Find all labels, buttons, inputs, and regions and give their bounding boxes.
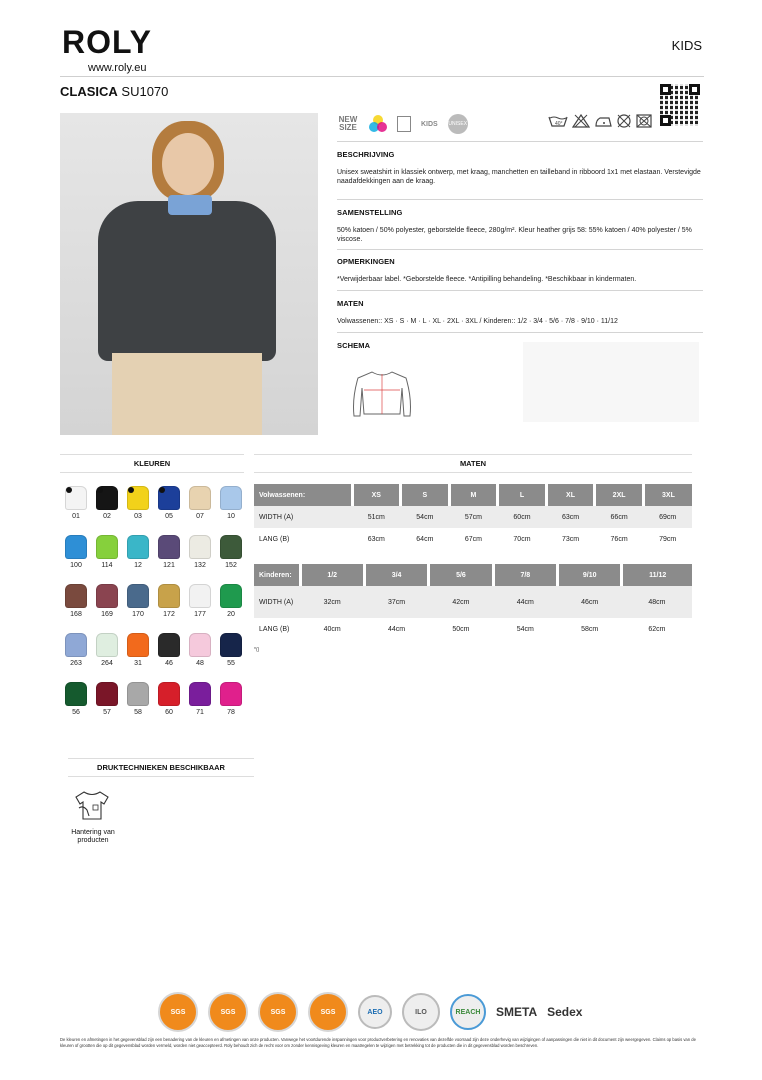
table-cell: 54cm xyxy=(516,625,534,633)
certification-logos xyxy=(158,992,582,1032)
color-swatch[interactable] xyxy=(93,486,121,524)
swatch-sweatshirt-icon xyxy=(127,633,149,657)
table-cell: WIDTH (A) xyxy=(254,506,352,528)
swatch-sweatshirt-icon xyxy=(189,584,211,608)
table-header-cell: M xyxy=(449,484,498,506)
table-header-cell: Volwassenen: xyxy=(254,484,352,506)
smeta-logo: SMETA xyxy=(496,1005,538,1019)
table-cell: 64cm xyxy=(416,535,434,543)
color-swatch[interactable] xyxy=(93,682,121,720)
sgs-cert-icon: SGS xyxy=(308,992,348,1032)
table-header-cell: XS xyxy=(352,484,401,506)
swatch-code: 55 xyxy=(227,660,235,667)
swatch-code: 114 xyxy=(101,562,113,569)
swatch-code: 263 xyxy=(70,660,82,667)
color-swatch[interactable] xyxy=(62,535,90,573)
table-cell: 60cm xyxy=(498,506,547,528)
color-swatch[interactable] xyxy=(62,486,90,524)
swatch-code: 121 xyxy=(163,562,175,569)
color-swatch[interactable] xyxy=(217,486,245,524)
swatch-code: 46 xyxy=(165,660,173,667)
swatch-code: 56 xyxy=(72,709,80,716)
section-text: Volwassenen:: XS · S · M · L · XL · 2XL · 3XL / Kinderen:: 1/2 · 3/4 · 5/6 · 7/8 · 9/10 · 11/12 xyxy=(337,318,618,325)
swatch-sweatshirt-icon xyxy=(189,682,211,706)
section-text: 50% katoen / 50% polyester, geborstelde fleece, 280g/m². Kleur heather grijs 58: 55% katoen / 40% polyester / 5% viscose. xyxy=(337,227,692,243)
swatch-code: 07 xyxy=(196,513,204,520)
swatch-sweatshirt-icon xyxy=(65,633,87,657)
color-swatches xyxy=(62,486,252,726)
header-divider xyxy=(60,76,704,77)
no-dry-clean-icon xyxy=(616,114,632,128)
sweatshirt-schema-icon xyxy=(350,368,414,420)
sizes-title: MATEN xyxy=(254,454,692,473)
color-swatch[interactable] xyxy=(155,535,183,573)
swatch-code: 12 xyxy=(134,562,142,569)
product-name: CLASICA xyxy=(60,84,118,99)
category-label: KIDS xyxy=(671,38,702,53)
table-row xyxy=(254,618,692,640)
table-header-row xyxy=(254,484,692,506)
table-header-cell: 5/6 xyxy=(429,564,493,586)
swatch-sweatshirt-icon xyxy=(220,486,242,510)
iron-low-icon xyxy=(594,114,612,128)
color-swatch[interactable] xyxy=(217,584,245,622)
swatch-code: 132 xyxy=(194,562,206,569)
section-title: SAMENSTELLING xyxy=(337,208,403,217)
table-header-row xyxy=(254,564,692,586)
swatch-code: 169 xyxy=(101,611,113,618)
table-cell: 73cm xyxy=(561,535,580,543)
stock-dot-icon xyxy=(66,487,72,493)
sgs-cert-icon: SGS xyxy=(258,992,298,1032)
section-text: Unisex sweatshirt in klassiek ontwerp, met kraag, manchetten en tailleband in ribboord 1x1 met elastaan. Verstevigde naadafdekkingen aan de kraag. xyxy=(337,169,701,185)
swatch-code: 20 xyxy=(227,611,235,618)
section-title: MATEN xyxy=(337,299,364,308)
swatch-sweatshirt-icon xyxy=(220,633,242,657)
divider xyxy=(337,141,703,142)
color-swatch[interactable] xyxy=(186,535,214,573)
swatch-code: 152 xyxy=(225,562,237,569)
swatch-sweatshirt-icon xyxy=(65,584,87,608)
swatch-code: 48 xyxy=(196,660,204,667)
no-tumble-dry-icon xyxy=(636,114,652,128)
new-size-badge: NEW SIZE xyxy=(338,115,358,132)
section-title: OPMERKINGEN xyxy=(337,257,395,266)
swatch-code: 10 xyxy=(227,513,235,520)
table-header-cell: XL xyxy=(546,484,595,506)
swatch-code: 58 xyxy=(134,709,142,716)
color-swatch[interactable] xyxy=(155,486,183,524)
swatch-sweatshirt-icon xyxy=(158,535,180,559)
stock-dot-icon xyxy=(159,487,165,493)
schema-area xyxy=(523,342,699,422)
table-cell: 44cm xyxy=(493,586,557,618)
svg-text:40°: 40° xyxy=(555,121,563,127)
color-swatch[interactable] xyxy=(93,584,121,622)
swatch-sweatshirt-icon xyxy=(96,584,118,608)
section-maten xyxy=(337,299,703,326)
table-header-cell: 9/10 xyxy=(558,564,622,586)
table-header-cell: 7/8 xyxy=(493,564,557,586)
techniques-title: DRUKTECHNIEKEN BESCHIKBAAR xyxy=(68,758,254,777)
swatch-sweatshirt-icon xyxy=(189,633,211,657)
swatch-code: 168 xyxy=(70,611,82,618)
table-cell: 37cm xyxy=(364,586,428,618)
swatch-code: 100 xyxy=(70,562,82,569)
section-samenstelling xyxy=(337,208,703,244)
section-title: BESCHRIJVING xyxy=(337,150,395,159)
care-icons xyxy=(548,114,652,128)
swatch-sweatshirt-icon xyxy=(96,682,118,706)
color-swatch[interactable] xyxy=(93,633,121,671)
table-cell: 51cm xyxy=(352,506,401,528)
ilo-cert-icon: ILO xyxy=(402,993,440,1031)
table-header-cell: S xyxy=(401,484,450,506)
table-cell: 62cm xyxy=(648,625,666,633)
table-header-cell: 3XL xyxy=(643,484,692,506)
table-cell: WIDTH (A) xyxy=(254,586,300,618)
table-cell: LANG (B) xyxy=(259,535,290,543)
stock-dot-icon xyxy=(128,487,134,493)
table-cell: 76cm xyxy=(610,535,628,543)
swatch-sweatshirt-icon xyxy=(65,682,87,706)
swatch-code: 177 xyxy=(194,611,206,618)
color-swatch[interactable] xyxy=(217,682,245,720)
swatch-sweatshirt-icon xyxy=(220,682,242,706)
colors-title: KLEUREN xyxy=(60,454,244,473)
color-swatch[interactable] xyxy=(217,633,245,671)
color-swatch[interactable] xyxy=(155,682,183,720)
section-opmerkingen xyxy=(337,257,703,284)
swatch-sweatshirt-icon xyxy=(96,535,118,559)
swatch-code: 170 xyxy=(132,611,144,618)
product-title xyxy=(60,84,168,99)
unisex-icon: UNISEX xyxy=(448,114,468,134)
table-cell: 70cm xyxy=(513,535,531,543)
swatch-sweatshirt-icon xyxy=(189,486,211,510)
swatch-code: 31 xyxy=(134,660,142,667)
swatch-sweatshirt-icon xyxy=(220,584,242,608)
table-cell: 66cm xyxy=(595,506,644,528)
swatch-code: 03 xyxy=(134,513,142,520)
table-header-cell: 1/2 xyxy=(300,564,364,586)
table-row xyxy=(254,586,692,618)
color-swatch[interactable] xyxy=(124,682,152,720)
table-cell: 63cm xyxy=(367,535,385,543)
sedex-logo: Sedex xyxy=(547,1005,583,1019)
sgs-cert-icon: SGS xyxy=(158,992,198,1032)
swatch-code: 05 xyxy=(165,513,173,520)
color-swatch[interactable] xyxy=(124,584,152,622)
table-cell: 32cm xyxy=(300,586,364,618)
color-swatch[interactable] xyxy=(186,633,214,671)
color-swatch[interactable] xyxy=(124,535,152,573)
table-cell: 67cm xyxy=(464,535,482,543)
adult-size-table xyxy=(254,484,692,550)
swatch-sweatshirt-icon xyxy=(158,682,180,706)
reach-cert-icon: REACH xyxy=(450,994,486,1030)
label-icon xyxy=(397,116,411,132)
no-bleach-icon xyxy=(572,114,590,128)
swatch-code: 02 xyxy=(103,513,111,520)
swatch-sweatshirt-icon xyxy=(127,584,149,608)
divider xyxy=(337,249,703,250)
table-cell: 48cm xyxy=(622,586,692,618)
table-header-cell: Kinderen: xyxy=(254,564,300,586)
color-swatch[interactable] xyxy=(155,584,183,622)
stock-dot-icon xyxy=(97,487,103,493)
swatch-sweatshirt-icon xyxy=(127,682,149,706)
table-row xyxy=(254,506,692,528)
swatch-code: 57 xyxy=(103,709,111,716)
disclaimer-text: De kleuren en afmetingen in het gegevensblad zijn een benadering van de kleuren en afmetingen van onze producten. Vanwege het voortdurende inspanningen voor productverbetering en renovaties van dezelfde voorraad zijn deze onderhevig van wijzigingen of aanpassingen die niet in dit document zijn weergegeven. Claims op basis van de kleuren of grootten die op dit gegevensblad worden vermeld, worden niet geaccepteerd. Roly behoudt zich de recht voor om zonder kennisgeving kleuren en maatregelen te wijzigen met betrekking tot de producten die in dit gegevensblad worden beschreven. xyxy=(60,1037,696,1048)
section-text: *Verwijderbaar label. *Geborstelde fleece. *Antipilling behandeling. *Beschikbaar in kindermaten. xyxy=(337,276,637,283)
swatch-code: 264 xyxy=(101,660,113,667)
kids-badge: KIDS xyxy=(421,120,438,128)
brand-logo: ROLY xyxy=(62,24,152,60)
color-swatch[interactable] xyxy=(124,633,152,671)
swatch-code: 172 xyxy=(163,611,175,618)
color-swatch[interactable] xyxy=(124,486,152,524)
table-header-cell: 2XL xyxy=(595,484,644,506)
brand-url[interactable]: www.roly.eu xyxy=(88,62,147,74)
divider xyxy=(337,290,703,291)
color-swatch[interactable] xyxy=(186,584,214,622)
size-footnote: *() xyxy=(254,647,260,653)
table-header-cell: L xyxy=(498,484,547,506)
kids-size-table xyxy=(254,564,692,640)
table-header-cell: 3/4 xyxy=(364,564,428,586)
swatch-sweatshirt-icon xyxy=(127,535,149,559)
color-print-icon xyxy=(369,115,387,133)
feature-badges xyxy=(337,113,468,135)
swatch-sweatshirt-icon xyxy=(220,535,242,559)
table-cell: 46cm xyxy=(558,586,622,618)
table-cell: 69cm xyxy=(643,506,692,528)
color-swatch[interactable] xyxy=(155,633,183,671)
swatch-sweatshirt-icon xyxy=(96,633,118,657)
aeo-cert-icon: AEO xyxy=(358,995,392,1029)
table-cell: 54cm xyxy=(401,506,450,528)
table-cell: 58cm xyxy=(581,625,599,633)
qr-code[interactable] xyxy=(660,84,700,126)
table-cell: LANG (B) xyxy=(259,625,290,633)
swatch-sweatshirt-icon xyxy=(189,535,211,559)
table-header-cell: 11/12 xyxy=(622,564,692,586)
technique-label: Hantering van producten xyxy=(71,829,115,844)
color-swatch[interactable] xyxy=(62,584,90,622)
divider xyxy=(337,199,703,200)
divider xyxy=(337,332,703,333)
swatch-code: 60 xyxy=(165,709,173,716)
table-row xyxy=(254,528,692,550)
color-swatch[interactable] xyxy=(186,682,214,720)
table-cell: 42cm xyxy=(429,586,493,618)
section-beschrijving xyxy=(337,150,703,186)
table-cell: 40cm xyxy=(323,625,341,633)
swatch-sweatshirt-icon xyxy=(158,633,180,657)
table-cell: 44cm xyxy=(388,625,406,633)
swatch-sweatshirt-icon xyxy=(158,584,180,608)
swatch-code: 78 xyxy=(227,709,235,716)
swatch-code: 71 xyxy=(196,709,204,716)
swatch-sweatshirt-icon xyxy=(65,535,87,559)
handling-tshirt-icon[interactable] xyxy=(74,788,110,822)
table-cell: 63cm xyxy=(546,506,595,528)
swatch-code: 01 xyxy=(72,513,80,520)
color-swatch[interactable] xyxy=(217,535,245,573)
product-code: SU1070 xyxy=(121,84,169,99)
table-cell: 50cm xyxy=(452,625,470,633)
section-title: SCHEMA xyxy=(337,341,371,350)
table-cell: 79cm xyxy=(659,535,677,543)
color-swatch[interactable] xyxy=(62,682,90,720)
sgs-cert-icon: SGS xyxy=(208,992,248,1032)
product-photo xyxy=(60,113,318,435)
wash-40-icon xyxy=(548,114,568,128)
color-swatch[interactable] xyxy=(62,633,90,671)
color-swatch[interactable] xyxy=(93,535,121,573)
color-swatch[interactable] xyxy=(186,486,214,524)
table-cell: 57cm xyxy=(449,506,498,528)
